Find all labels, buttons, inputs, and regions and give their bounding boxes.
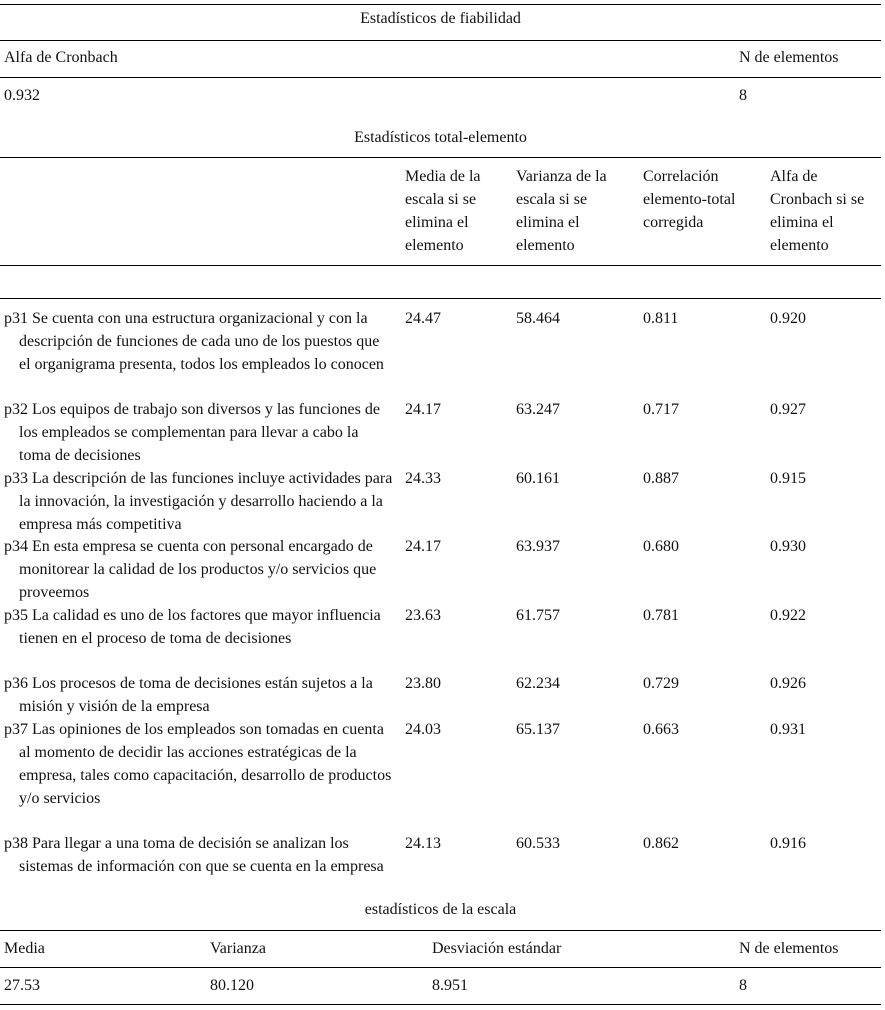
item-total-caption: Estadísticos total-elemento	[354, 129, 527, 146]
scale-value-mean: 27.53	[4, 977, 40, 994]
rule-item-total-header	[0, 265, 881, 266]
item-total-row-var: 63.247	[516, 401, 560, 418]
item-total-row-alpha: 0.916	[770, 835, 806, 852]
reliability-header-alpha: Alfa de Cronbach	[4, 49, 118, 66]
item-total-row-alpha: 0.926	[770, 675, 806, 692]
item-total-header-var: Varianza de la escala si se elimina el elemento	[516, 168, 607, 254]
item-total-header-alpha: Alfa de Cronbach si se elimina el elemento	[770, 168, 865, 254]
rule-scale-caption	[0, 930, 881, 931]
item-total-row-corr: 0.781	[643, 607, 679, 624]
item-total-header-mean: Media de la escala si se elimina el elemento	[405, 168, 481, 254]
item-total-row-mean: 23.80	[405, 675, 441, 692]
item-total-row-label: p31 Se cuenta con una estructura organizacional y con la descripción de funciones de cada uno de los puestos que el organigrama presenta, todos los empleados lo conocen	[4, 310, 384, 373]
scale-header-sd: Desviación estándar	[432, 940, 562, 957]
item-total-row-var: 58.464	[516, 310, 560, 327]
reliability-value-alpha: 0.932	[4, 87, 40, 104]
scale-caption: estadísticos de la escala	[364, 901, 517, 918]
item-total-row-var: 62.234	[516, 675, 560, 692]
scale-header-var: Varianza	[210, 940, 266, 957]
item-total-row-var: 60.533	[516, 835, 560, 852]
scale-value-var: 80.120	[210, 977, 254, 994]
rule-bottom-scale	[0, 1004, 881, 1005]
scale-header-n: N de elementos	[739, 940, 839, 957]
item-total-row-corr: 0.729	[643, 675, 679, 692]
item-total-row-corr: 0.811	[643, 310, 679, 327]
item-total-row-alpha: 0.931	[770, 721, 806, 738]
item-total-row-mean: 24.33	[405, 470, 441, 487]
item-total-row-var: 60.161	[516, 470, 560, 487]
item-total-row-corr: 0.663	[643, 721, 679, 738]
item-total-row-alpha: 0.927	[770, 401, 806, 418]
item-total-row-label: p36 Los procesos de toma de decisiones están sujetos a la misión y visión de la empresa	[4, 675, 373, 715]
item-total-row-label: p34 En esta empresa se cuenta con personal encargado de monitorear la calidad de los productos y/o servicios que proveemos	[4, 538, 377, 601]
rule-item-total-body	[0, 298, 881, 299]
scale-header-mean: Media	[4, 940, 45, 957]
rule-reliability-caption	[0, 40, 881, 41]
item-total-row-corr: 0.862	[643, 835, 679, 852]
item-total-header-corr: Correlación elemento-total corregida	[643, 168, 736, 231]
item-total-row-mean: 24.13	[405, 835, 441, 852]
rule-top-reliability	[0, 4, 881, 5]
item-total-row-mean: 24.17	[405, 401, 441, 418]
item-total-row-label: p38 Para llegar a una toma de decisión se analizan los sistemas de información con que se cuenta en la empresa	[4, 835, 384, 875]
reliability-header-n: N de elementos	[739, 49, 839, 66]
reliability-caption: Estadísticos de fiabilidad	[360, 10, 521, 27]
reliability-value-n: 8	[739, 87, 747, 104]
item-total-row-corr: 0.717	[643, 401, 679, 418]
item-total-row-label: p37 Las opiniones de los empleados son tomadas en cuenta al momento de decidir las acciones estratégicas de la empresa, tales como capacitación, desarrollo de productos y/o servicios	[4, 721, 392, 807]
item-total-row-var: 61.757	[516, 607, 560, 624]
rule-item-total-caption	[0, 157, 881, 158]
item-total-row-corr: 0.680	[643, 538, 679, 555]
item-total-row-alpha: 0.915	[770, 470, 806, 487]
item-total-row-label: p33 La descripción de las funciones incluye actividades para la innovación, la investigación y desarrollo haciendo a la empresa más competitiva	[4, 470, 393, 533]
item-total-row-mean: 24.17	[405, 538, 441, 555]
item-total-row-var: 63.937	[516, 538, 560, 555]
item-total-row-var: 65.137	[516, 721, 560, 738]
item-total-row-mean: 23.63	[405, 607, 441, 624]
item-total-row-alpha: 0.920	[770, 310, 806, 327]
item-total-row-corr: 0.887	[643, 470, 679, 487]
item-total-row-label: p35 La calidad es uno de los factores que mayor influencia tienen en el proceso de toma de decisiones	[4, 607, 381, 647]
rule-scale-header	[0, 967, 881, 968]
item-total-row-mean: 24.47	[405, 310, 441, 327]
item-total-row-mean: 24.03	[405, 721, 441, 738]
rule-reliability-header	[0, 77, 881, 78]
item-total-row-alpha: 0.922	[770, 607, 806, 624]
scale-value-n: 8	[739, 977, 747, 994]
scale-value-sd: 8.951	[432, 977, 468, 994]
item-total-row-alpha: 0.930	[770, 538, 806, 555]
item-total-row-label: p32 Los equipos de trabajo son diversos y las funciones de los empleados se complementan para llevar a cabo la toma de decisiones	[4, 401, 380, 464]
